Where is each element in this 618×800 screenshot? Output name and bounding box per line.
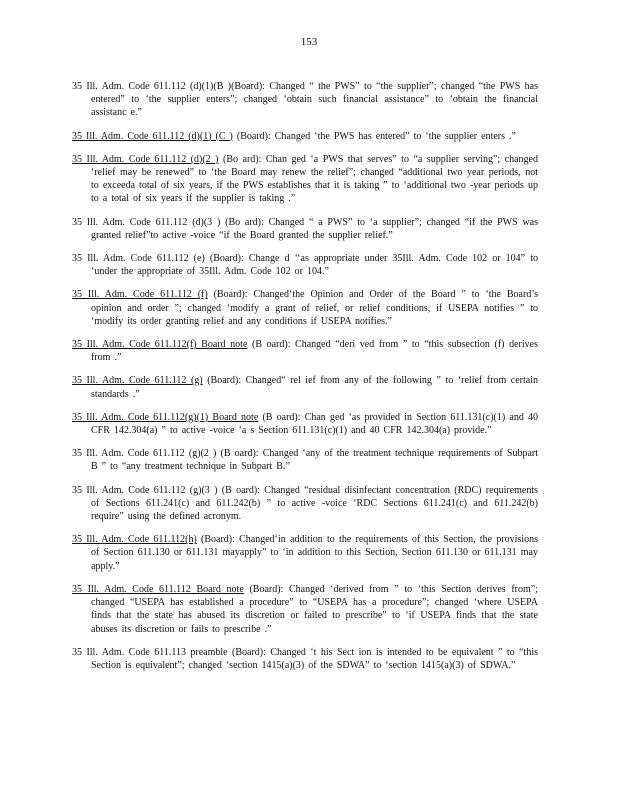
entry-citation: 35 Ill. Adm. Code 611.113 preamble (Board): <box>72 646 266 658</box>
amendment-entry <box>72 288 538 328</box>
amendment-entry <box>72 447 538 473</box>
amendment-entry <box>72 374 538 400</box>
entry-citation: 35 Ill. Adm. Code 611.112 (d)(3 ) (Bo ard): <box>72 216 264 228</box>
entry-citation: 35 Ill. Adm. Code 611.112 (d)(1)(B )(Board): <box>72 81 265 92</box>
amendment-list <box>72 70 538 679</box>
amendment-entry <box>72 80 538 120</box>
amendment-entry <box>72 411 538 437</box>
entry-text: (Board): Changed ‘the PWS has entered” to ‘the supplier enters .” <box>236 130 516 142</box>
entry-citation: 35 Ill. Adm. Code 611.112 Board note <box>72 583 244 595</box>
amendment-entry <box>72 216 538 242</box>
amendment-entry <box>72 153 538 206</box>
entry-text: (Board): Changed‘in addition to the requirements of this Section, the provisions of Section 611.130 or 611.131 mayapply” to ‘in addition to this Section, Section 611.130 or 611.131 may apply.” <box>91 534 538 572</box>
entry-citation: 35 Ill. Adm. Code 611.112(f) Board note <box>72 339 248 351</box>
entry-text: Changed “ the PWS” to “the supplier”; changed “the PWS has entered” to ‘the supplier enters”; changed ‘obtain such financial assistance” to ‘obtain the financial assistanc e.” <box>91 81 538 119</box>
entry-citation: 35 Ill. Adm. Code 611.112 (g) <box>72 375 203 387</box>
page-number: 153 <box>300 36 318 48</box>
amendment-entry <box>72 338 538 364</box>
entry-text: (Board): Changed‘the Opinion and Order of the Board ” to ‘the Board’s opinion and order ”; changed ‘modify a grant of relief, or relief conditions, if USEPA notifies ” to ‘modify its order granting relief and any conditions if USEPA notifies.” <box>91 289 539 327</box>
entry-citation: 35 Ill. Adm. Code 611.112 (f) <box>72 289 208 301</box>
entry-text: (B oard): Chan ged ‘as provided in Section 611.131(c)(1) and 40 CFR 142.304(a) ” to active -voice ‘a s Section 611.131(c)(1) and 40 CFR 142.304(a) provide.” <box>91 411 538 437</box>
entry-text: Change d ‘‘as appropriate under 35Ill. Adm. Code 102 or 104” to ‘under the appropriate of 35Ill. Adm. Code 102 or 104.” <box>91 253 538 278</box>
amendment-entry <box>72 484 538 524</box>
amendment-entry <box>72 130 538 143</box>
amendment-entry <box>72 252 538 278</box>
entry-citation: 35 Ill. Adm. Code 611.112 (d)(1) (C ) <box>72 130 233 142</box>
entry-text: Changed “residual disinfectant concentration (RDC) requirements of Sections 611.241(c) and 611.242(b) ” to active -voice ‘RDC Sections 611.241(c) and 611.242(b) require” using the defined acronym. <box>91 484 539 523</box>
entry-citation: 35 Ill. Adm. Code 611.112 (e) (Board): <box>72 253 244 265</box>
entry-citation: 35 Ill. Adm. Code 611.112 (g)(2 ) (B oard): <box>72 448 259 460</box>
entry-text: Changed ‘any of the treatment technique requirements of Subpart B ” to “any treatment technique in Subpart B.” <box>91 448 539 473</box>
entry-citation: 35 Ill. Adm. Code 611.112(g)(1) Board note <box>72 411 259 423</box>
entry-citation: 35 Ill. Adm. Code 611.112 (g)(3 ) (B oard): <box>72 484 260 496</box>
amendment-entry <box>72 533 538 573</box>
amendment-entry <box>72 646 538 672</box>
entry-text: (Board): Changed“ rel ief from any of the following ” to ‘relief from certain standards .” <box>91 375 538 400</box>
entry-citation: 35 Ill. Adm. Code 611.112(h) <box>72 534 197 546</box>
amendment-entry <box>72 583 538 636</box>
entry-text: Changed ‘t his Sect ion is intended to be equivalent ” to “this Section is equivalent”; changed ‘section 1415(a)(3) of the SDWA” to ‘section 1415(a)(3) of SDWA.” <box>91 646 538 671</box>
entry-citation: 35 Ill. Adm. Code 611.112 (d)(2 ) <box>72 153 219 165</box>
entry-text: (Board): Changed ‘derived from ” to ‘this Section derives from”; changed “USEPA has established a procedure” to “USEPA has a procedure”; changed ‘where USEPA finds that the state has abused its discretion or failed to prescribe” to ‘if USEPA finds that the state abuses its discretion or fails to prescribe .” <box>91 583 539 635</box>
entry-text: Changed “ a PWS” to ‘a supplier”; changed “if the PWS was granted relief”to active -voice “if the Board granted the supplier relief.” <box>91 216 538 241</box>
entry-text: (B oard): Changed “deri ved from ” to “this subsection (f) derives from .” <box>91 339 538 364</box>
entry-text: (Bo ard): Chan ged ‘a PWS that serves” to “a supplier serving”; changed ‘relief may be renewed” to ‘the Board may renew the relief”; changed “additional two year periods, not to exceeda total of six years, if the PWS establishes that it is taking ” to ‘additional two -year periods up to a total of six years if the supplier is taking .” <box>91 153 538 205</box>
